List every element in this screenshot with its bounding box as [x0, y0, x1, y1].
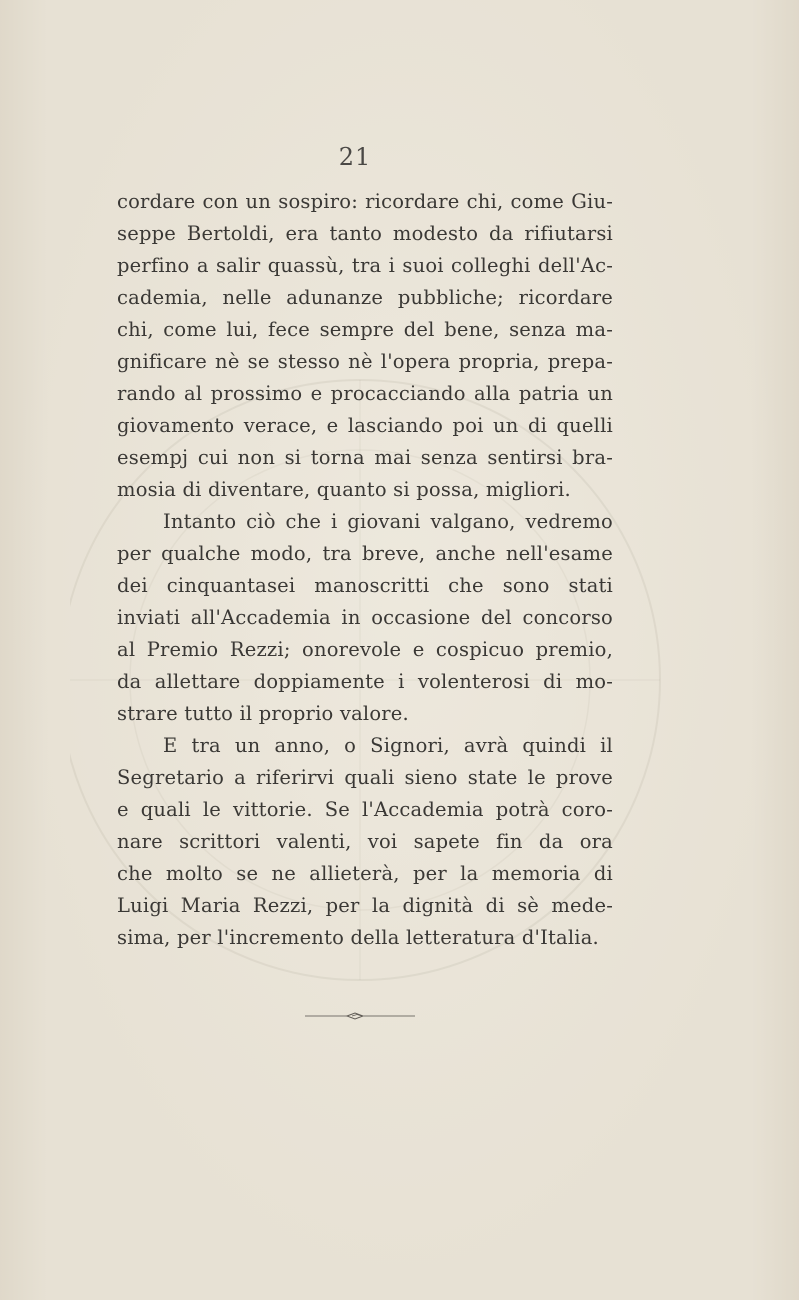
text-line: sima, per l'incremento della letteratura d'Italia. [117, 926, 599, 949]
text-line: Luigi Maria Rezzi, per la dignità di sè mede- [117, 894, 613, 917]
text-line: e quali le vittorie. Se l'Accademia potrà coro- [117, 798, 613, 821]
text-line: strare tutto il proprio valore. [117, 702, 409, 725]
text-line: mosia di diventare, quanto si possa, migliori. [117, 478, 571, 501]
text-line-paragraph-start: E tra un anno, o Signori, avrà quindi il [163, 734, 613, 757]
text-line-paragraph-start: Intanto ciò che i giovani valgano, vedremo [163, 510, 613, 533]
text-line: giovamento verace, e lasciando poi un di quelli [117, 414, 613, 437]
text-line: esempj cui non si torna mai senza sentirsi bra- [117, 446, 613, 469]
text-line: rando al prossimo e procacciando alla patria un [117, 382, 613, 405]
text-line: da allettare doppiamente i volenterosi di mo- [117, 670, 613, 693]
text-line: che molto se ne allieterà, per la memoria di [117, 862, 613, 885]
text-line: al Premio Rezzi; onorevole e cospicuo premio, [117, 638, 613, 661]
text-line: dei cinquantasei manoscritti che sono stati [117, 574, 613, 597]
text-line: inviati all'Accademia in occasione del concorso [117, 606, 613, 629]
text-line: nare scrittori valenti, voi sapete fin da ora [117, 830, 613, 853]
page-number: 21 [338, 143, 372, 171]
text-line: perfino a salir quassù, tra i suoi colleghi dell'Ac- [117, 254, 613, 277]
text-line: per qualche modo, tra breve, anche nell'esame [117, 542, 613, 565]
text-line: Segretario a riferirvi quali sieno state le prove [117, 766, 613, 789]
text-line: seppe Bertoldi, era tanto modesto da rifiutarsi [117, 222, 613, 245]
text-line: cordare con un sospiro: ricordare chi, come Giu- [117, 190, 613, 213]
text-line: gnificare nè se stesso nè l'opera propria, prepa- [117, 350, 613, 373]
body-text [117, 186, 613, 954]
text-line: cademia, nelle adunanze pubbliche; ricordare [117, 286, 613, 309]
tail-piece-ornament-icon [305, 1010, 415, 1022]
text-line: chi, come lui, fece sempre del bene, senza ma- [117, 318, 613, 341]
